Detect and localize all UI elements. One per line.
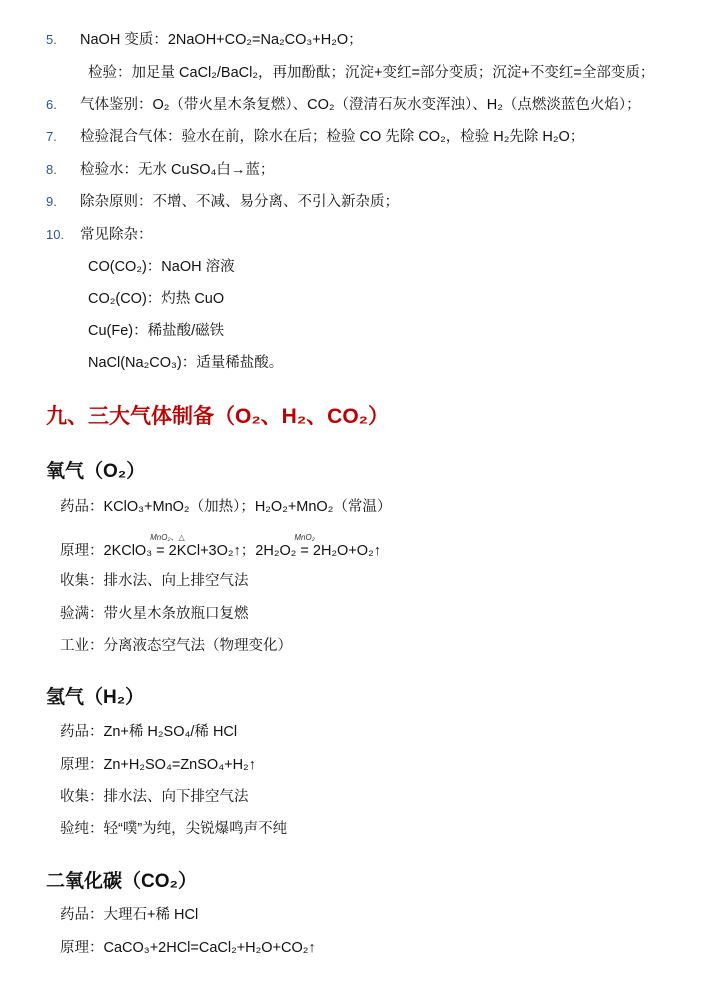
list-number: 9. <box>46 194 57 209</box>
list-number: 10. <box>46 227 65 242</box>
section-title: 九、三大气体制备（O₂、H₂、CO₂） <box>46 405 389 428</box>
removal-text: NaCl(Na₂CO₃)：适量稀盐酸。 <box>88 355 284 371</box>
reaction-condition: MnO₂ <box>294 533 315 542</box>
hydrogen-collect-text: 收集：排水法、向下排空气法 <box>60 789 249 805</box>
equation-right: 2KCl+3O₂↑； <box>168 543 256 559</box>
equation-left: 2KClO₃ <box>103 543 153 559</box>
removal-text: Cu(Fe)：稀盐酸/磁铁 <box>88 323 225 339</box>
hydrogen-drugs-text: 药品：Zn+稀 H₂SO₄/稀 HCl <box>60 724 238 740</box>
removal-text: CO(CO₂)：NaOH 溶液 <box>88 259 235 275</box>
list-text: 检验：加足量 CaCl₂/BaCl₂，再加酚酞；沉淀+变红=部分变质；沉淀+不变红=全部变质； <box>88 65 655 81</box>
oxygen-drugs-text: 药品：KClO₃+MnO₂（加热）；H₂O₂+MnO₂（常温） <box>60 499 392 515</box>
co2-heading: 二氧化碳（CO₂） <box>46 871 197 892</box>
equation-right: 2H₂O+O₂↑ <box>312 543 381 559</box>
oxygen-principle-text <box>60 533 381 561</box>
hydrogen-heading: 氢气（H₂） <box>46 687 145 708</box>
principle-label: 原理： <box>60 543 104 559</box>
reaction-arrow: MnO₂、△ = <box>152 541 169 561</box>
removal-text: CO₂(CO)：灼热 CuO <box>88 291 225 307</box>
list-text: NaOH 变质：2NaOH+CO₂=Na₂CO₃+H₂O； <box>80 32 363 48</box>
list-text: 常见除杂： <box>80 227 153 243</box>
hydrogen-principle-text: 原理：Zn+H₂SO₄=ZnSO₄+H₂↑ <box>60 757 256 773</box>
equation-left: 2H₂O₂ <box>255 543 297 559</box>
list-text: 气体鉴别：O₂（带火星木条复燃）、CO₂（澄清石灰水变浑浊）、H₂（点燃淡蓝色火焰）； <box>80 97 641 113</box>
reaction-arrow: MnO₂ = <box>296 541 313 561</box>
list-number: 6. <box>46 97 57 112</box>
oxygen-collect-text: 收集：排水法、向上排空气法 <box>60 573 249 589</box>
reaction-condition: MnO₂、△ <box>150 533 185 542</box>
oxygen-heading: 氧气（O₂） <box>46 461 146 482</box>
co2-drugs-text: 药品：大理石+稀 HCl <box>60 907 199 923</box>
oxygen-full-text: 验满：带火星木条放瓶口复燃 <box>60 606 249 622</box>
list-number: 5. <box>46 32 57 47</box>
hydrogen-purity-text: 验纯：轻“噗”为纯，尖锐爆鸣声不纯 <box>60 821 288 837</box>
list-text: 除杂原则：不增、不减、易分离、不引入新杂质； <box>80 194 399 210</box>
co2-principle-text: 原理：CaCO₃+2HCl=CaCl₂+H₂O+CO₂↑ <box>60 940 316 956</box>
list-number: 7. <box>46 129 57 144</box>
list-text: 检验混合气体：验水在前，除水在后；检验 CO 先除 CO₂，检验 H₂先除 H₂O； <box>80 129 585 145</box>
list-number: 8. <box>46 162 57 177</box>
list-text: 检验水：无水 CuSO₄白→蓝； <box>80 162 275 178</box>
oxygen-industry-text: 工业：分离液态空气法（物理变化） <box>60 638 292 654</box>
